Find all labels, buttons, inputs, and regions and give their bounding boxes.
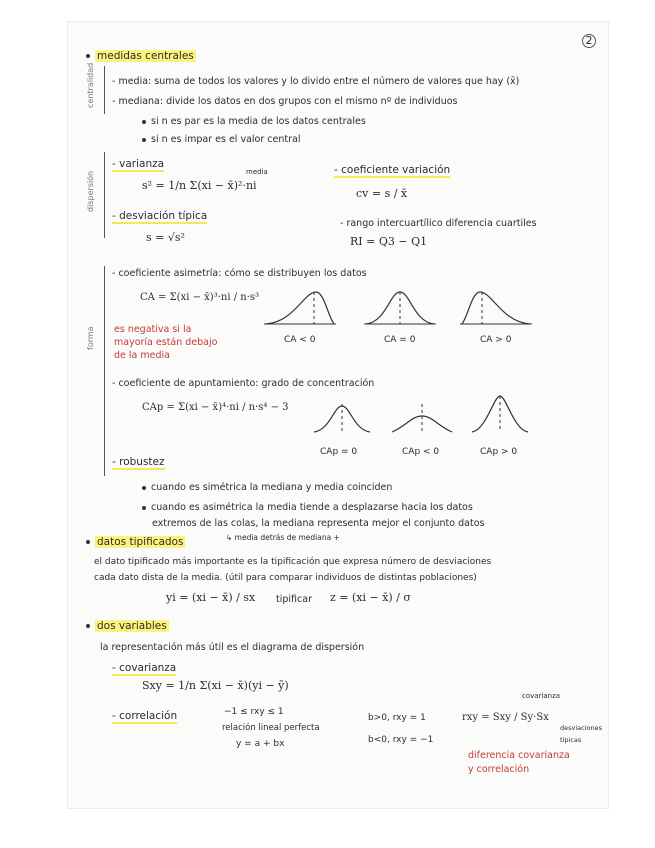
z-formula: z = (xi − x̄) / σ: [330, 591, 411, 604]
tipificados-text: el dato tipificado más importante es la tipificación que expresa número de desviaciones: [94, 557, 492, 567]
cv-heading: - coeficiente variación: [334, 164, 451, 176]
bullet: si n es par es la media de los datos centrales: [142, 116, 366, 128]
platykurtic-curve: [390, 398, 454, 436]
tipificados-text: cada dato dista de la media. (útil para comparar individuos de distintas poblaciones): [94, 573, 477, 583]
curve-label: CA < 0: [284, 335, 316, 345]
corr-perfect: relación lineal perfecta: [222, 723, 320, 733]
correlacion-heading: - correlación: [112, 710, 178, 722]
margin-label-forma: forma: [86, 326, 95, 350]
bracket: [104, 66, 105, 114]
asimetria-heading: - coeficiente asimetría: cómo se distribuyen los datos: [112, 268, 367, 279]
rxy-formula: rxy = Sxy / Sy·Sx: [462, 712, 549, 723]
section-title: dos variables: [86, 620, 169, 632]
bullet: cuando es simétrica la mediana y media coinciden: [142, 482, 392, 494]
bullet: cuando es asimétrica la media tiende a desplazarse hacia los datos: [142, 502, 473, 514]
red-note: diferencia covarianza: [468, 750, 570, 761]
curve-label: CAp > 0: [480, 447, 518, 457]
rango-formula: RI = Q3 − Q1: [350, 235, 428, 248]
bullet-cont: extremos de las colas, la mediana representa mejor el conjunto datos: [152, 518, 485, 529]
curve-label: CA > 0: [480, 335, 512, 345]
right-skew-curve: [460, 288, 532, 328]
margin-label-centralidad: centralidad: [86, 62, 95, 108]
page-number: 2: [582, 34, 596, 48]
dos-variables-intro: la representación más útil es el diagrama de dispersión: [100, 642, 365, 653]
tipificar-formula: yi = (xi − x̄) / sx: [166, 591, 256, 604]
symmetric-curve: [364, 288, 436, 328]
desviacion-formula: s = √s²: [146, 231, 185, 244]
desviacion-heading: - desviación típica: [112, 210, 208, 222]
mesokurtic-curve: [312, 398, 372, 436]
asimetria-note: es negativa si la: [114, 324, 192, 335]
rango-heading: - rango intercuartílico diferencia cuartiles: [340, 218, 537, 229]
corr-line: y = a + bx: [236, 739, 285, 749]
bullet: si n es impar es el valor central: [142, 134, 300, 146]
section-title: datos tipificados: [86, 536, 185, 548]
mediana-line: - mediana: divide los datos en dos grupos con el mismo nº de individuos: [112, 96, 458, 107]
cv-formula: cv = s / x̄: [356, 187, 408, 200]
annotation: media: [246, 168, 268, 176]
robustez-heading: - robustez: [112, 456, 165, 468]
section-title: medidas centrales: [86, 50, 196, 62]
leptokurtic-curve: [470, 394, 530, 436]
annotation: desviaciones típicas: [560, 724, 603, 744]
left-skew-curve: [264, 288, 336, 328]
red-note: y correlación: [468, 764, 530, 775]
covarianza-heading: - covarianza: [112, 662, 177, 674]
apuntamiento-formula: CAp = Σ(xi − x̄)⁴·ni / n·s⁴ − 3: [142, 402, 289, 413]
curve-label: CAp < 0: [402, 447, 440, 457]
corr-range: −1 ≤ rxy ≤ 1: [224, 707, 284, 717]
tipificar-word: tipificar: [276, 594, 312, 605]
asimetria-note: de la media: [114, 350, 170, 361]
curve-label: CA = 0: [384, 335, 416, 345]
asimetria-formula: CA = Σ(xi − x̄)³·ni / n·s³: [140, 292, 260, 303]
corr-neg: b<0, rxy = −1: [368, 735, 434, 745]
bracket: [104, 152, 105, 238]
curve-label: CAp = 0: [320, 447, 358, 457]
media-line: - media: suma de todos los valores y lo divido entre el número de valores que hay (x̄): [112, 76, 520, 87]
apuntamiento-heading: - coeficiente de apuntamiento: grado de concentración: [112, 378, 375, 389]
margin-label-dispersion: dispersión: [86, 170, 95, 212]
bracket: [104, 266, 105, 476]
varianza-formula: s² = 1/n Σ(xi − x̄)²·ni: [142, 179, 257, 192]
covarianza-formula: Sxy = 1/n Σ(xi − x̄)(yi − ȳ): [142, 679, 289, 692]
varianza-heading: - varianza: [112, 158, 165, 170]
annotation: ↳ media detrás de mediana +: [226, 533, 340, 542]
asimetria-note: mayoría están debajo: [114, 337, 218, 348]
annotation: covarianza: [522, 692, 561, 700]
corr-pos: b>0, rxy = 1: [368, 713, 426, 723]
